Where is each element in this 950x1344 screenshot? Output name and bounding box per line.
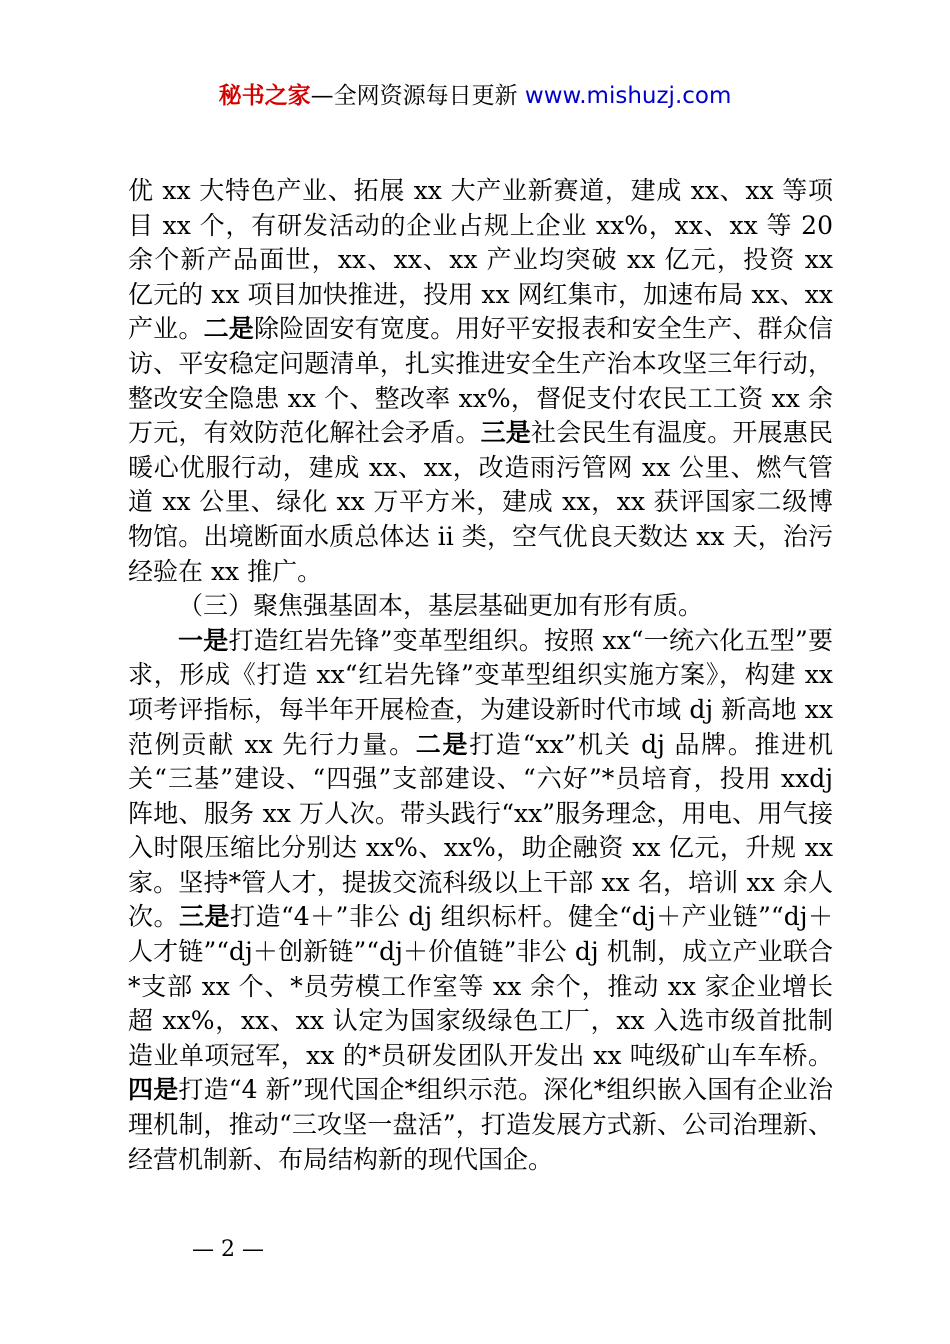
text-run: 打造“4 新”现代国企*组织示范。深化*组织嵌入国有企业治理机制，推动“三攻坚一盘活”，打造发展方式新、公司治理新、经营机制新、布局结构新的现代国企。 — [128, 1075, 833, 1174]
section-heading-3: （三）聚焦强基固本，基层基础更加有形有质。 — [178, 591, 704, 621]
bold-lead: 三是 — [179, 902, 230, 932]
paragraph-grassroots — [128, 624, 833, 1178]
bold-lead: 四是 — [128, 1075, 179, 1105]
bold-lead: 三是 — [480, 418, 531, 448]
text-run: 打造红岩先锋”变革型组织。按照 xx“一统六化五型”要求，形成《打造 xx“红岩先锋”变革型组织实施方案》，构建 xx 项考评指标，每半年开展检查，为建设新时代市域 dj 新高地 xx 范例贡献 xx 先行力量。 — [128, 625, 833, 759]
page-number: — 2 — — [192, 1237, 264, 1262]
header-site-link[interactable]: www.mishuzj.com — [524, 83, 732, 109]
text-run: 社会民生有温度。开展惠民暖心优服行动，建成 xx、xx，改造雨污管网 xx 公里、燃气管道 xx 公里、绿化 xx 万平方米，建成 xx，xx 获评国家二级博物馆。出境断面水质总体达 ii 类，空气优良天数达 xx 天，治污经验在 xx 推广。 — [128, 418, 833, 586]
text-run: 优 xx 大特色产业、拓展 xx 大产业新赛道，建成 xx、xx 等项目 xx 个，有研发活动的企业占规上企业 xx%，xx、xx 等 20 余个新产品面世，xx、xx、xx 产业均突破 xx 亿元，投资 xx 亿元的 xx 项目加快推进，投用 xx 网红集市，加速布局 xx、xx 产业。 — [128, 176, 833, 344]
document-body — [128, 174, 833, 1177]
bold-lead: 二是 — [415, 729, 470, 759]
text-run: 除险固安有宽度。用好平安报表和安全生产、群众信访、平安稳定问题清单，扎实推进安全生产治本攻坚三年行动，整改安全隐患 xx 个、整改率 xx%，督促支付农民工工资 xx 余万元，有效防范化解社会矛盾。 — [128, 314, 833, 448]
page-header — [0, 80, 950, 112]
bold-lead: 二是 — [203, 314, 254, 344]
header-tagline: —全网资源每日更新 — [310, 83, 525, 109]
text-run: 打造“4＋”非公 dj 组织标杆。健全“dj＋产业链”“dj＋人才链”“dj＋创新链”“dj＋价值链”非公 dj 机制，成立产业联合*支部 xx 个、*员劳模工作室等 xx 余个，推动 xx 家企业增长超 xx%，xx、xx 认定为国家级绿色工厂，xx 入选市级首批制造业单项冠军，xx 的*员研发团队开发出 xx 吨级矿山车车桥。 — [128, 902, 833, 1070]
paragraph-industry-safety-livelihood — [128, 174, 833, 589]
text-run: 打造“xx”机关 dj 品牌。推进机关“三基”建设、“四强”支部建设、“六好”*员培育，投用 xxdj 阵地、服务 xx 万人次。带头践行“xx”服务理念，用电、用气接入时限压缩比分别达 xx%、xx%，助企融资 xx 亿元，升规 xx 家。坚持*管人才，提拔交流科级以上干部 xx 名，培训 xx 余人次。 — [128, 729, 833, 932]
header-brand: 秘书之家 — [218, 83, 311, 109]
bold-lead: 一是 — [178, 625, 229, 655]
